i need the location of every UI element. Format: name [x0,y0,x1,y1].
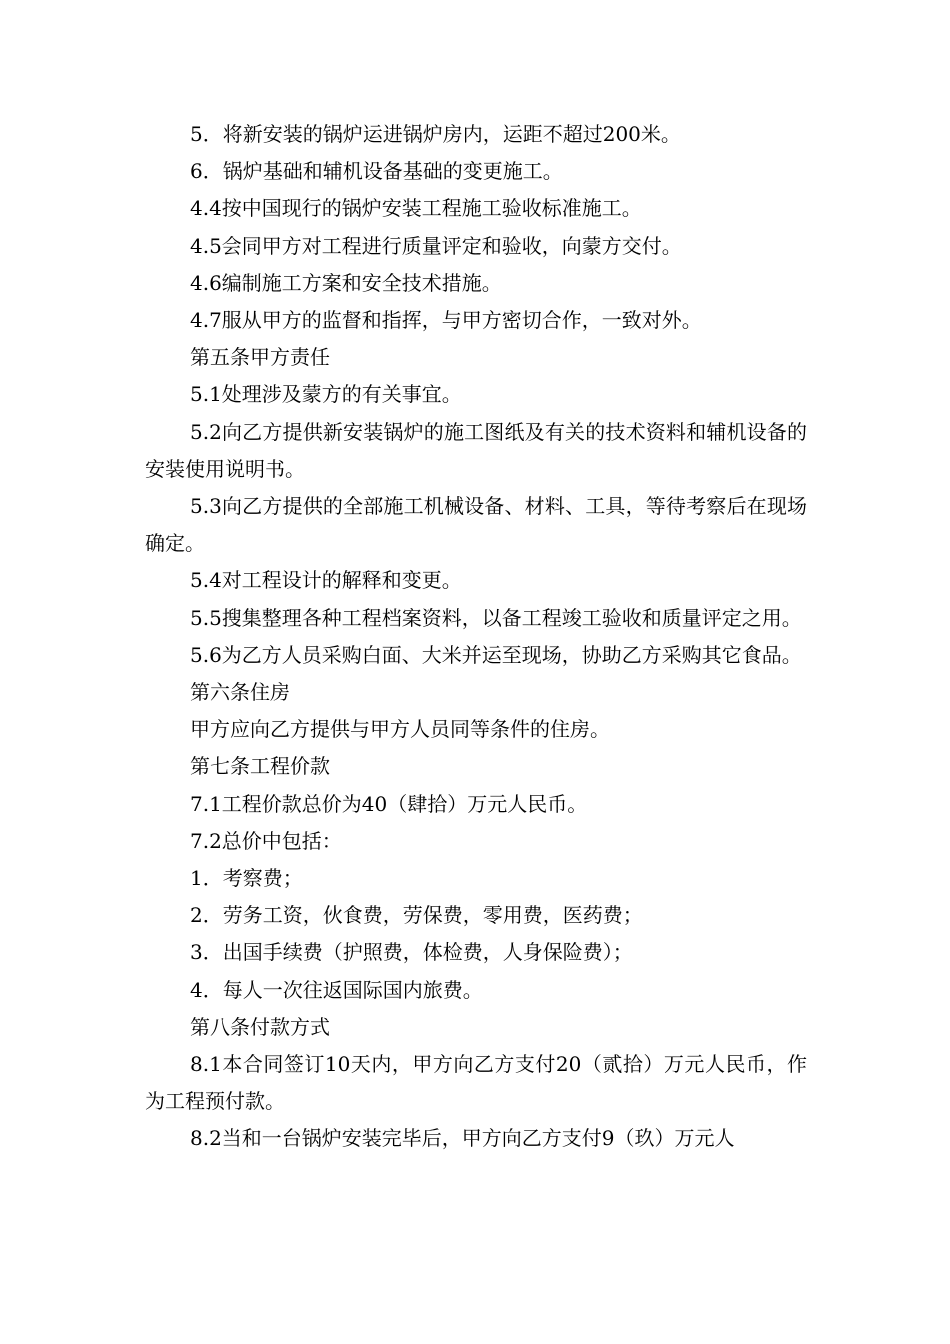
paragraph: 5.3向乙方提供的全部施工机械设备、材料、工具，等待考察后在现场确定。 [145,494,807,556]
paragraph: 甲方应向乙方提供与甲方人员同等条件的住房。 [190,717,610,742]
paragraph: 5.6为乙方人员采购白面、大米并运至现场，协助乙方采购其它食品。 [190,642,802,667]
section-heading: 第六条住房 [190,680,290,705]
paragraph: 8.2当和一台锅炉安装完毕后，甲方向乙方支付9（玖）万元人 [190,1126,735,1151]
list-item: 1．考察费； [190,866,303,891]
list-item: 4．每人一次往返国际国内旅费。 [190,977,483,1002]
document-body [145,116,807,1158]
paragraph: 4.4按中国现行的锅炉安装工程施工验收标准施工。 [190,196,642,221]
paragraph: 7.2总价中包括： [190,828,342,853]
section-heading: 第七条工程价款 [190,754,330,779]
paragraph: 5.1处理涉及蒙方的有关事宜。 [190,382,462,407]
paragraph: 4.6编制施工方案和安全技术措施。 [190,270,502,295]
paragraph: 5.5搜集整理各种工程档案资料，以备工程竣工验收和质量评定之用。 [190,605,802,630]
section-heading: 第五条甲方责任 [190,345,330,370]
paragraph: 5.4对工程设计的解释和变更。 [190,568,462,593]
section-heading: 第八条付款方式 [190,1014,330,1039]
paragraph: 7.1工程价款总价为40（肆拾）万元人民币。 [190,791,588,816]
paragraph: 5．将新安装的锅炉运进锅炉房内，运距不超过200米。 [190,122,681,146]
paragraph: 4.5会同甲方对工程进行质量评定和验收，向蒙方交付。 [190,233,682,258]
list-item: 3．出国手续费（护照费，体检费，人身保险费）； [190,940,633,965]
paragraph: 4.7服从甲方的监督和指挥，与甲方密切合作，一致对外。 [190,308,702,333]
paragraph: 5.2向乙方提供新安装锅炉的施工图纸及有关的技术资料和辅机设备的安装使用说明书。 [145,419,807,481]
paragraph: 8.1本合同签订10天内，甲方向乙方支付20（贰拾）万元人民币，作为工程预付款。 [145,1052,807,1114]
list-item: 2．劳务工资，伙食费，劳保费，零用费，医药费； [190,903,643,928]
paragraph: 6．锅炉基础和辅机设备基础的变更施工。 [190,159,563,184]
